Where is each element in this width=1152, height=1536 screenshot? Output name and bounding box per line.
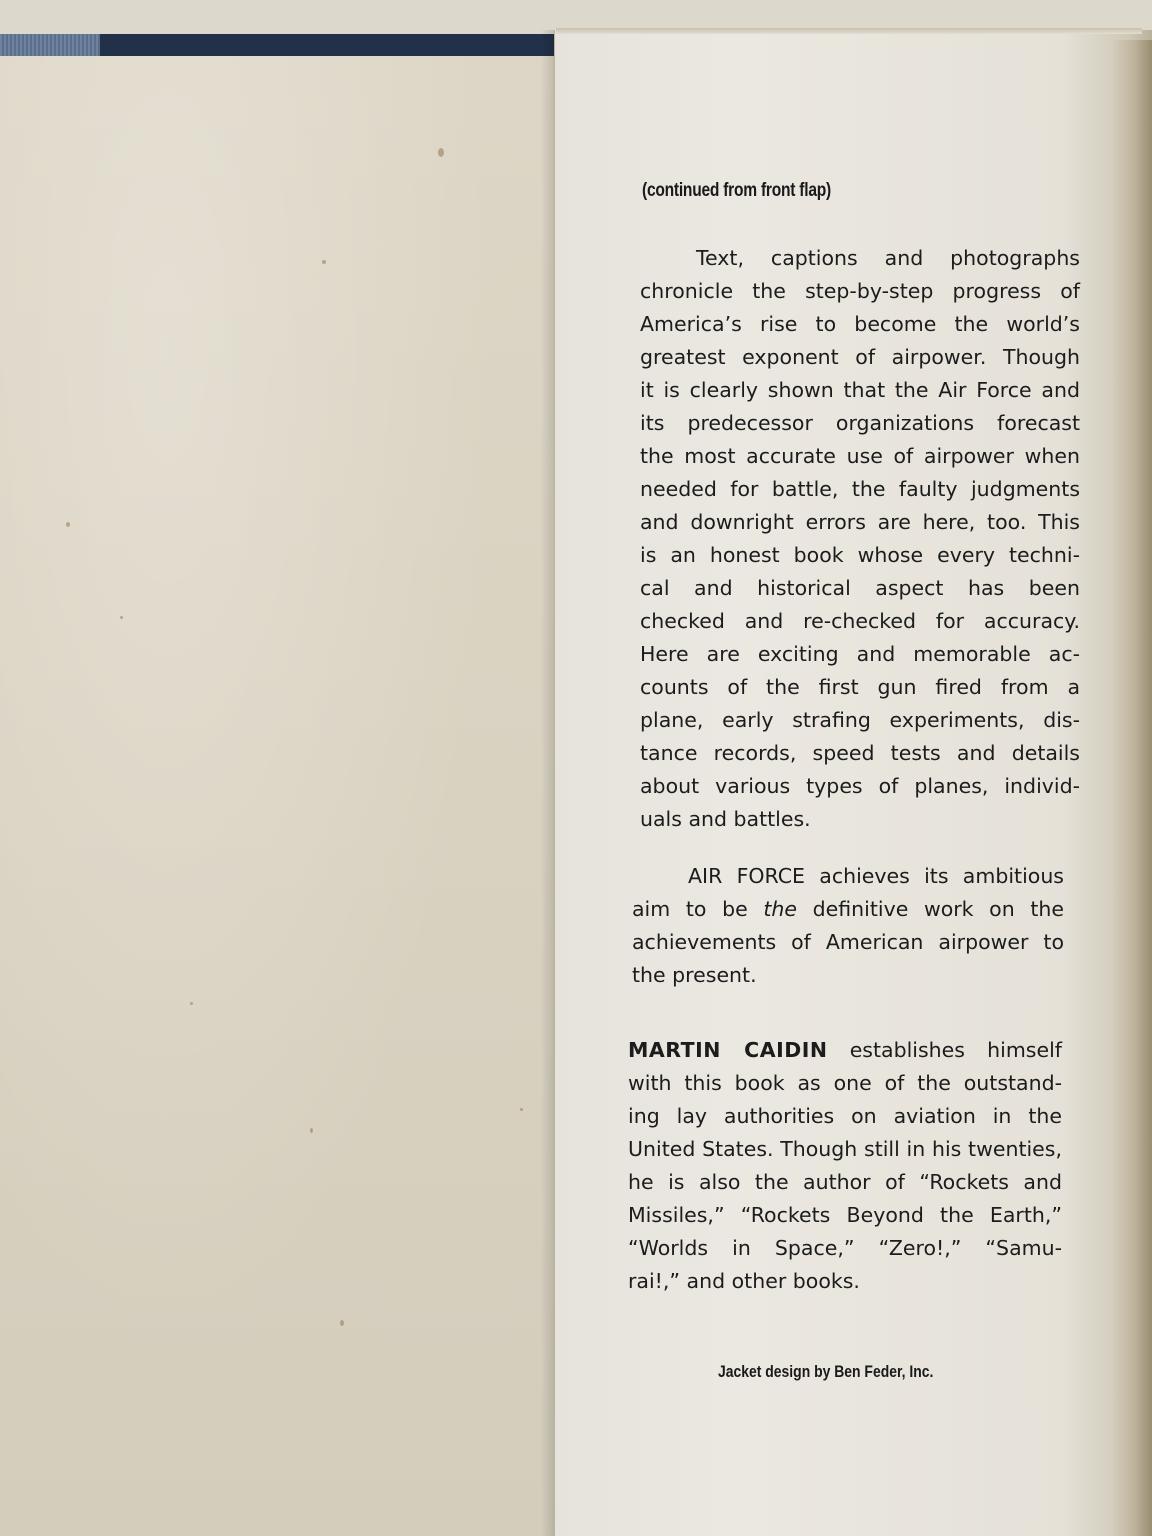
text-line: tance records, speed tests and details — [640, 741, 1080, 765]
text-line: chronicle the step-by-step progress of — [640, 279, 1080, 303]
author-name: MARTIN CAIDIN — [628, 1038, 828, 1062]
text-line — [632, 893, 1064, 926]
text-line: uals and battles. — [640, 807, 811, 831]
aim-paragraph — [632, 860, 1064, 992]
paper-stain — [340, 1320, 344, 1326]
flap-top-edge — [556, 28, 1142, 34]
text-line: achievements of American airpower to — [632, 930, 1064, 954]
text-line: the most accurate use of airpower when — [640, 444, 1080, 468]
description-paragraph — [640, 242, 1080, 836]
text-line: greatest exponent of airpower. Though — [640, 345, 1080, 369]
text-line: plane, early strafing experiments, dis- — [640, 708, 1080, 732]
text-line: needed for battle, the faulty judgments — [640, 477, 1080, 501]
binding-shadow — [100, 34, 560, 56]
text-line: cal and historical aspect has been — [640, 576, 1080, 600]
text-line: he is also the author of “Rockets and — [628, 1170, 1062, 1194]
text-line: “Worlds in Space,” “Zero!,” “Samu- — [628, 1236, 1062, 1260]
flap-worn-edge — [1112, 40, 1152, 1536]
paper-stain — [322, 260, 326, 264]
text-line: United States. Though still in his twenties, — [628, 1137, 1062, 1161]
text-fragment: aim to be — [632, 897, 764, 921]
binding-texture — [0, 34, 105, 58]
paper-stain — [66, 522, 70, 527]
text-line: with this book as one of the outstand- — [628, 1071, 1062, 1095]
text-line: rai!,” and other books. — [628, 1269, 860, 1293]
text-line: is an honest book whose every techni- — [640, 543, 1080, 567]
text-line: and downright errors are here, too. This — [640, 510, 1080, 534]
endpaper — [0, 56, 556, 1536]
paper-stain — [310, 1128, 313, 1133]
text-line: Missiles,” “Rockets Beyond the Earth,” — [628, 1203, 1062, 1227]
text-line: its predecessor organizations forecast — [640, 411, 1080, 435]
text-fragment: establishes himself — [827, 1038, 1062, 1062]
flap-header: (continued from front flap) — [642, 180, 831, 201]
emphasis-text: the — [763, 897, 797, 921]
text-line: counts of the first gun fired from a — [640, 675, 1080, 699]
author-paragraph — [628, 1034, 1062, 1298]
text-fragment: definitive work on the — [796, 897, 1064, 921]
text-line: about various types of planes, individ- — [640, 774, 1080, 798]
text-line: it is clearly shown that the Air Force and — [640, 378, 1080, 402]
paper-stain — [520, 1108, 523, 1111]
text-line: the present. — [632, 963, 757, 987]
text-line: Here are exciting and memorable ac- — [640, 642, 1080, 666]
text-line: America’s rise to become the world’s — [640, 312, 1080, 336]
text-line: ing lay authorities on aviation in the — [628, 1104, 1062, 1128]
text-line: AIR FORCE achieves its ambitious — [688, 864, 1064, 888]
text-line — [628, 1034, 1062, 1067]
paper-stain — [190, 1002, 193, 1005]
text-line: checked and re-checked for accuracy. — [640, 609, 1080, 633]
paper-stain — [438, 148, 444, 157]
jacket-design-credit: Jacket design by Ben Feder, Inc. — [718, 1362, 934, 1381]
paper-stain — [120, 616, 123, 619]
text-line: Text, captions and photographs — [696, 246, 1080, 270]
